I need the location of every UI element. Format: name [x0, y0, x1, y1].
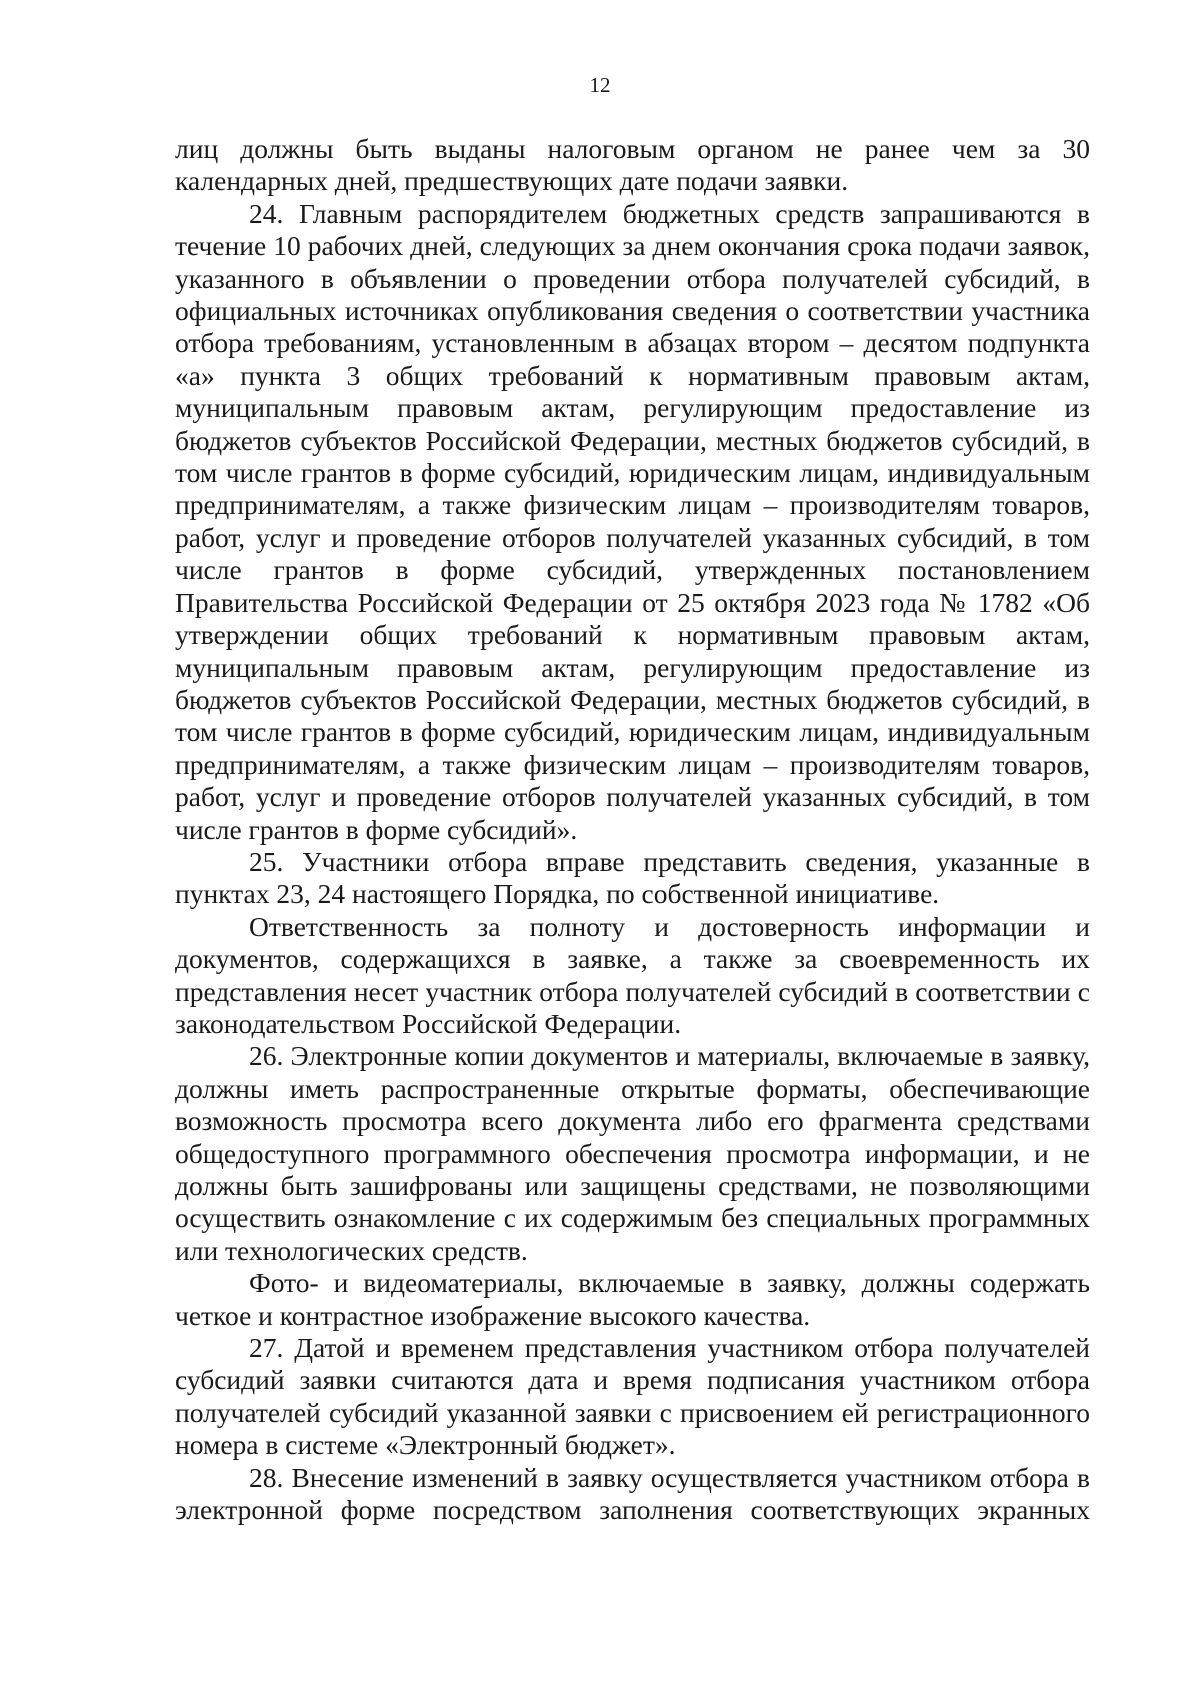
paragraph-item-27: 27. Датой и временем представления участником отбора получателей субсидий заявки считаются дата и время подписания участником отбора получателей субсидий указанной заявки с присвоением ей регистрационного номера в системе «Электронный бюджет». — [175, 1332, 1090, 1461]
paragraph-item-26: 26. Электронные копии документов и материалы, включаемые в заявку, должны иметь распространенные открытые форматы, обеспечивающие возможность просмотра всего документа либо его фрагмента средствами общедоступного программного обеспечения просмотра информации, и не должны быть зашифрованы или защищены средствами, не позволяющими осуществить ознакомление с их содержимым без специальных программных или технологических средств. — [175, 1040, 1090, 1266]
page-number: 12 — [589, 73, 611, 97]
document-body — [175, 133, 1090, 1526]
paragraph-item-24: 24. Главным распорядителем бюджетных средств запрашиваются в течение 10 рабочих дней, следующих за днем окончания срока подачи заявок, указанного в объявлении о проведении отбора получателей субсидий, в официальных источниках опубликования сведения о соответствии участника отбора требованиям, установленным в абзацах втором – десятом подпункта «а» пункта 3 общих требований к нормативным правовым актам, муниципальным правовым актам, регулирующим предоставление из бюджетов субъектов Российской Федерации, местных бюджетов субсидий, в том числе грантов в форме субсидий, юридическим лицам, индивидуальным предпринимателям, а также физическим лицам – производителям товаров, работ, услуг и проведение отборов получателей указанных субсидий, в том числе грантов в форме субсидий, утвержденных постановлением Правительства Российской Федерации от 25 октября 2023 года № 1782 «Об утверждении общих требований к нормативным правовым актам, муниципальным правовым актам, регулирующим предоставление из бюджетов субъектов Российской Федерации, местных бюджетов субсидий, в том числе грантов в форме субсидий, юридическим лицам, индивидуальным предпринимателям, а также физическим лицам – производителям товаров, работ, услуг и проведение отборов получателей указанных субсидий, в том числе грантов в форме субсидий». — [175, 197, 1090, 845]
paragraph-item-25: 25. Участники отбора вправе представить сведения, указанные в пунктах 23, 24 настоящего Порядка, по собственной инициативе. — [175, 845, 1090, 910]
paragraph-responsibility: Ответственность за полноту и достоверность информации и документов, содержащихся в заявке, а также за своевременность их представления несет участник отбора получателей субсидий в соответствии с законодательством Российской Федерации. — [175, 910, 1090, 1039]
paragraph-continuation: лиц должны быть выданы налоговым органом не ранее чем за 30 календарных дней, предшествующих дате подачи заявки. — [175, 133, 1090, 197]
paragraph-photo-video: Фото- и видеоматериалы, включаемые в заявку, должны содержать четкое и контрастное изображение высокого качества. — [175, 1267, 1090, 1331]
paragraph-item-28: 28. Внесение изменений в заявку осуществляется участником отбора в электронной форме посредством заполнения соответствующих экранных — [175, 1461, 1090, 1526]
